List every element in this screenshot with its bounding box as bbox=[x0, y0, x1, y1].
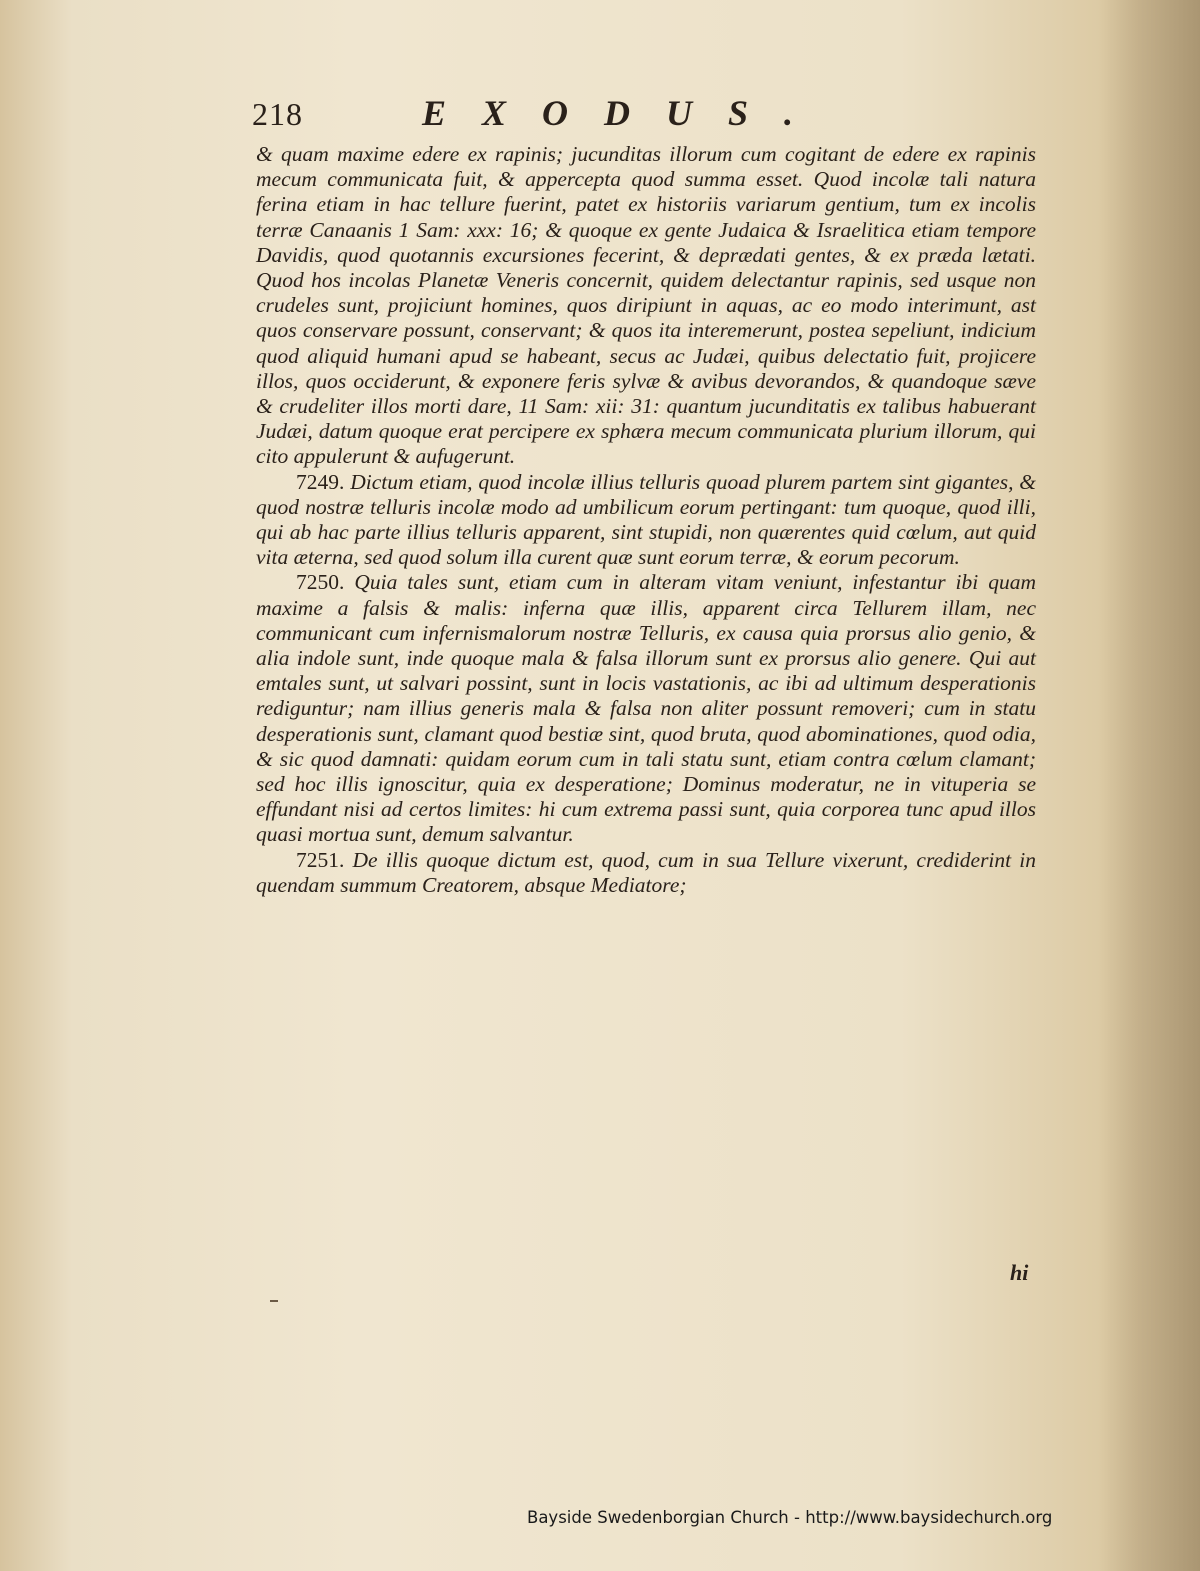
paragraph-continuation bbox=[256, 142, 1036, 470]
paragraph-7250 bbox=[256, 570, 1036, 847]
page-header bbox=[252, 92, 1052, 136]
paragraph-text: & quam maxime edere ex rapinis; jucunditas illorum cum cogitant de edere ex rapinis mecum communicata fuit, & appercepta quod summa esset. Quod incolæ tali natura ferina etiam in hac tellure fuerint, patet ex historiis variarum gentium, tum ex incolis terræ Canaanis 1 Sam: xxx: 16; & quoque ex gente Judaica & Israelitica etiam tempore Davidis, quod quotannis excursiones fecerint, & deprædati gentes, & ex præda lætati. Quod hos incolas Planetæ Veneris concernit, quidem delectantur rapinis, sed usque non crudeles sunt, projiciunt homines, quos diripiunt in aquas, ac eo modo interimunt, ast quos conservare possunt, conservant; & quos ita interemerunt, postea sepeliunt, indicium quod aliquid humani apud se habeant, secus ac Judæi, quibus delectatio fuit, projicere illos, quos occiderunt, & exponere feris sylvæ & avibus devorandos, & quandoque sæve & crudeliter illos morti dare, 11 Sam: xii: 31: quantum jucunditatis ex talibus habuerant Judæi, datum quoque erat percipere ex sphæra mecum communicata plurium illorum, qui cito appulerunt & aufugerunt. bbox=[256, 142, 1036, 469]
running-title: EXODUS. bbox=[422, 93, 830, 133]
catchword: hi bbox=[1010, 1260, 1029, 1285]
paragraph-number: 7251. bbox=[296, 847, 345, 872]
paragraph-number: 7250. bbox=[296, 570, 345, 595]
paragraph-text: Dictum etiam, quod incolæ illius telluris quoad plurem partem sint gigantes, & quod nostræ telluris incolæ modo ad umbilicum eorum pertingant: tum quoque, quod illi, qui ab hac parte illius telluris apparent, sint stupidi, non quærentes quid cœlum, aut quid vita æterna, sed quod solum illa curent quæ sunt eorum terræ, & eorum pecorum. bbox=[256, 469, 1037, 570]
paragraph-text: Quia tales sunt, etiam cum in alteram vitam veniunt, infestantur ibi quam maxime a falsis & malis: inferna quæ illis, apparent circa Tellurem illam, nec communicant cum infernismalorum nostræ Telluris, ex causa quia prorsus alio genio, & alia indole sunt, inde quoque mala & falsa illorum sunt ex prorsus alio genere. Qui aut emtales sunt, ut salvari possint, sunt in locis vastationis, ac ibi ad ultimum desperationis rediguntur; nam illius generis mala & falsa non aliter possunt removeri; cum in statu desperationis sunt, clamant quod bestiæ sint, quod bruta, quod abominationes, quod odia, & sic quod damnati: quidam eorum cum in tali statu sunt, etiam contra cœlum clamant; sed hoc illis ignoscitur, quia ex desperatione; Dominus moderatur, ne in vituperia se effundant nisi ad certos limites: hi cum extrema passi sunt, quia corporea tunc apud illos quasi mortua sunt, demum salvantur. bbox=[256, 570, 1036, 847]
watermark-text: Bayside Swedenborgian Church - http://www.baysidechurch.org bbox=[527, 1508, 1053, 1527]
paragraph-7249 bbox=[256, 470, 1036, 571]
page-body bbox=[256, 142, 1036, 898]
page-gutter-shadow bbox=[1098, 0, 1200, 1571]
ink-mark bbox=[270, 1300, 278, 1302]
page-number: 218 bbox=[252, 96, 303, 132]
paragraph-7251 bbox=[256, 848, 1036, 898]
paragraph-number: 7249. bbox=[296, 469, 345, 494]
paragraph-text: De illis quoque dictum est, quod, cum in sua Tellure vixerunt, crediderint in quendam summum Creatorem, absque Mediatore; bbox=[256, 847, 1036, 897]
